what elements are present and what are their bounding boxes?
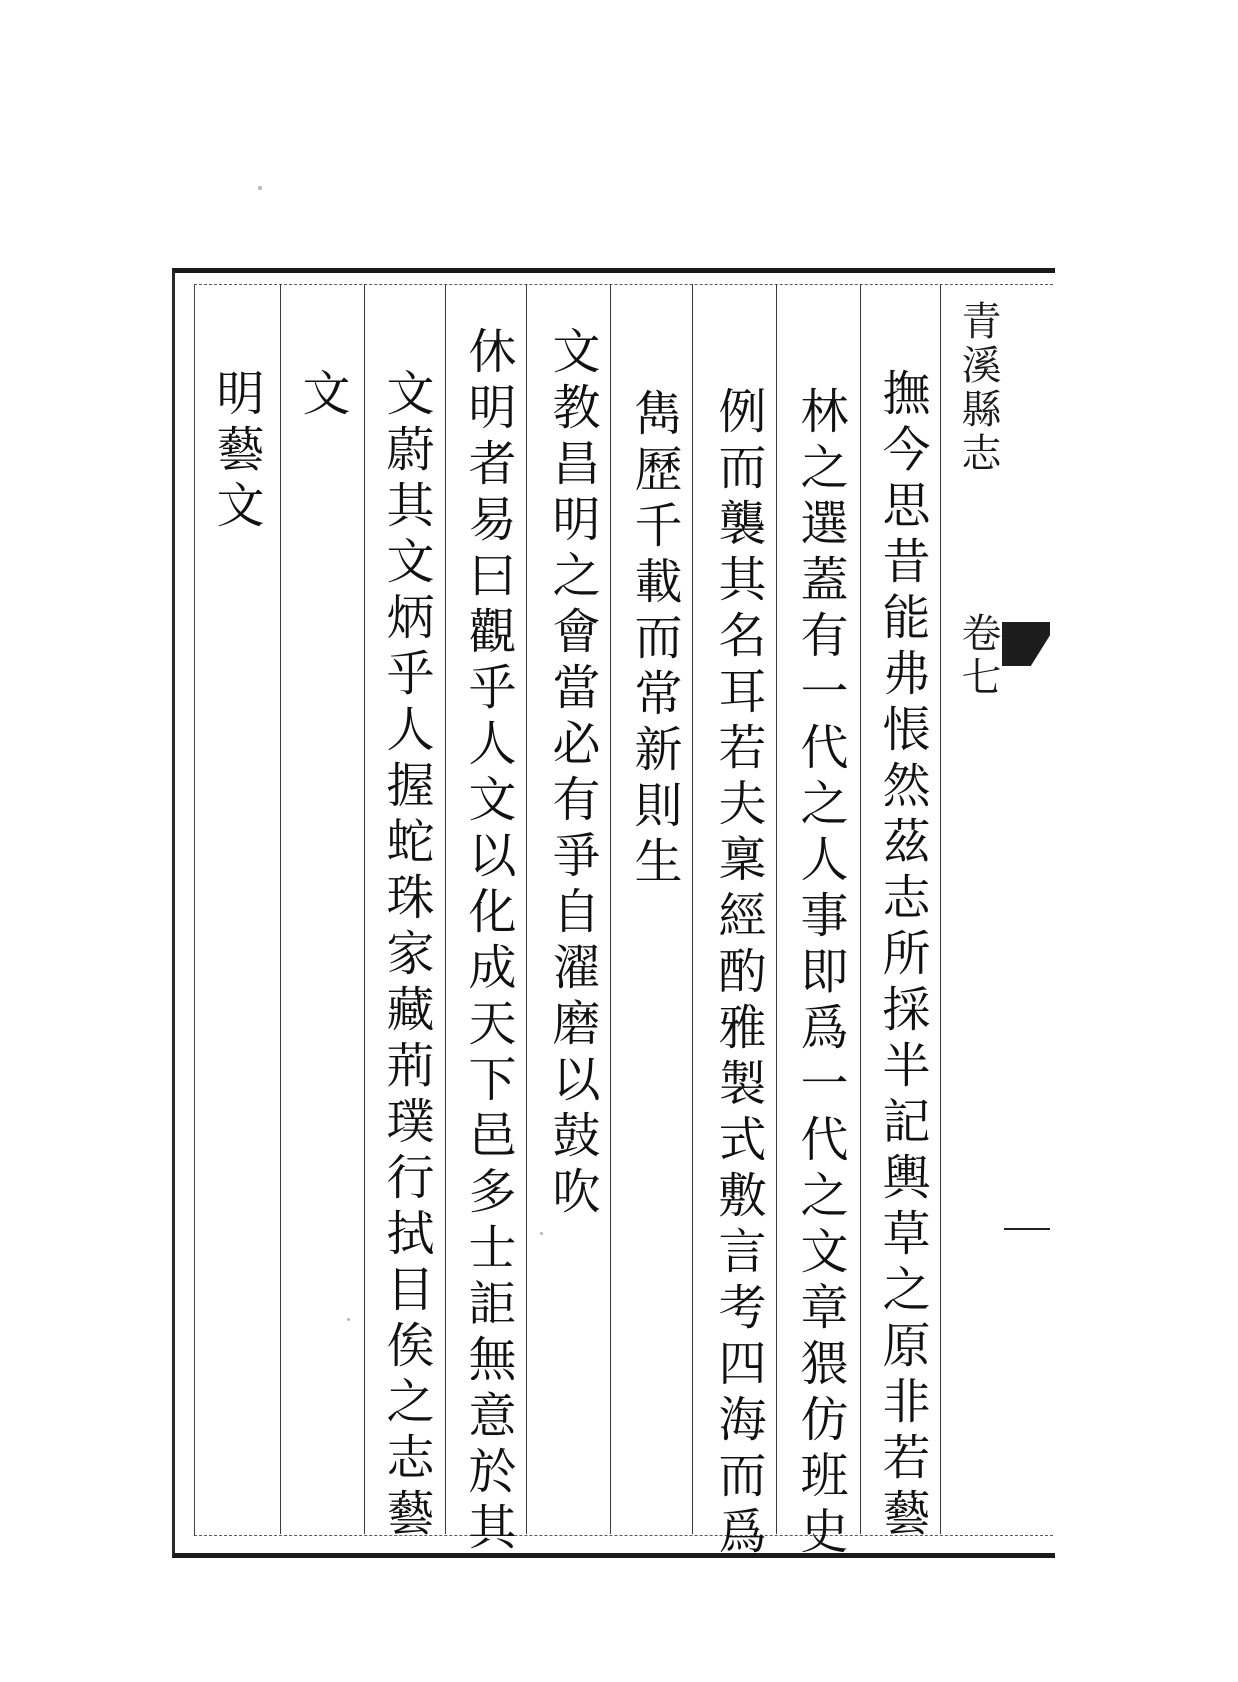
column-rule [526, 284, 527, 1534]
scan-speck [258, 186, 262, 190]
text-column-7: 文蔚其文炳乎人握蛇珠家藏荊璞行拭目俟之志藝 [378, 368, 434, 1544]
text-column-4: 雋歷千載而常新則生 [626, 388, 682, 892]
margin-strip [1000, 284, 1052, 1534]
margin-title: 青溪縣志 [955, 300, 1001, 476]
column-rule [860, 284, 861, 1534]
section-heading-wen: 文 [294, 368, 350, 424]
column-rule [364, 284, 365, 1534]
text-column-3: 例而襲其名耳若夫稟經酌雅製式敷言考四海而爲 [710, 386, 766, 1562]
text-column-1: 撫今思昔能弗悵然茲志所採半記輿草之原非若藝 [874, 368, 930, 1544]
column-rule [445, 284, 446, 1534]
column-rule [280, 284, 281, 1534]
column-rule [610, 284, 611, 1534]
chapter-title: 明藝文 [208, 368, 264, 536]
column-rule [776, 284, 777, 1534]
text-column-2: 林之選蓋有一代之人事即爲一代之文章猥仿班史 [792, 386, 848, 1562]
fishtail-rule [1004, 1228, 1050, 1230]
column-rule [692, 284, 693, 1534]
text-column-6: 休明者易曰觀乎人文以化成天下邑多士詎無意於其 [460, 326, 516, 1558]
text-column-5: 文教昌明之會當必有爭自濯磨以鼓吹 [544, 326, 600, 1222]
margin-juan: 卷七 [955, 612, 1001, 700]
column-rule [940, 284, 941, 1534]
